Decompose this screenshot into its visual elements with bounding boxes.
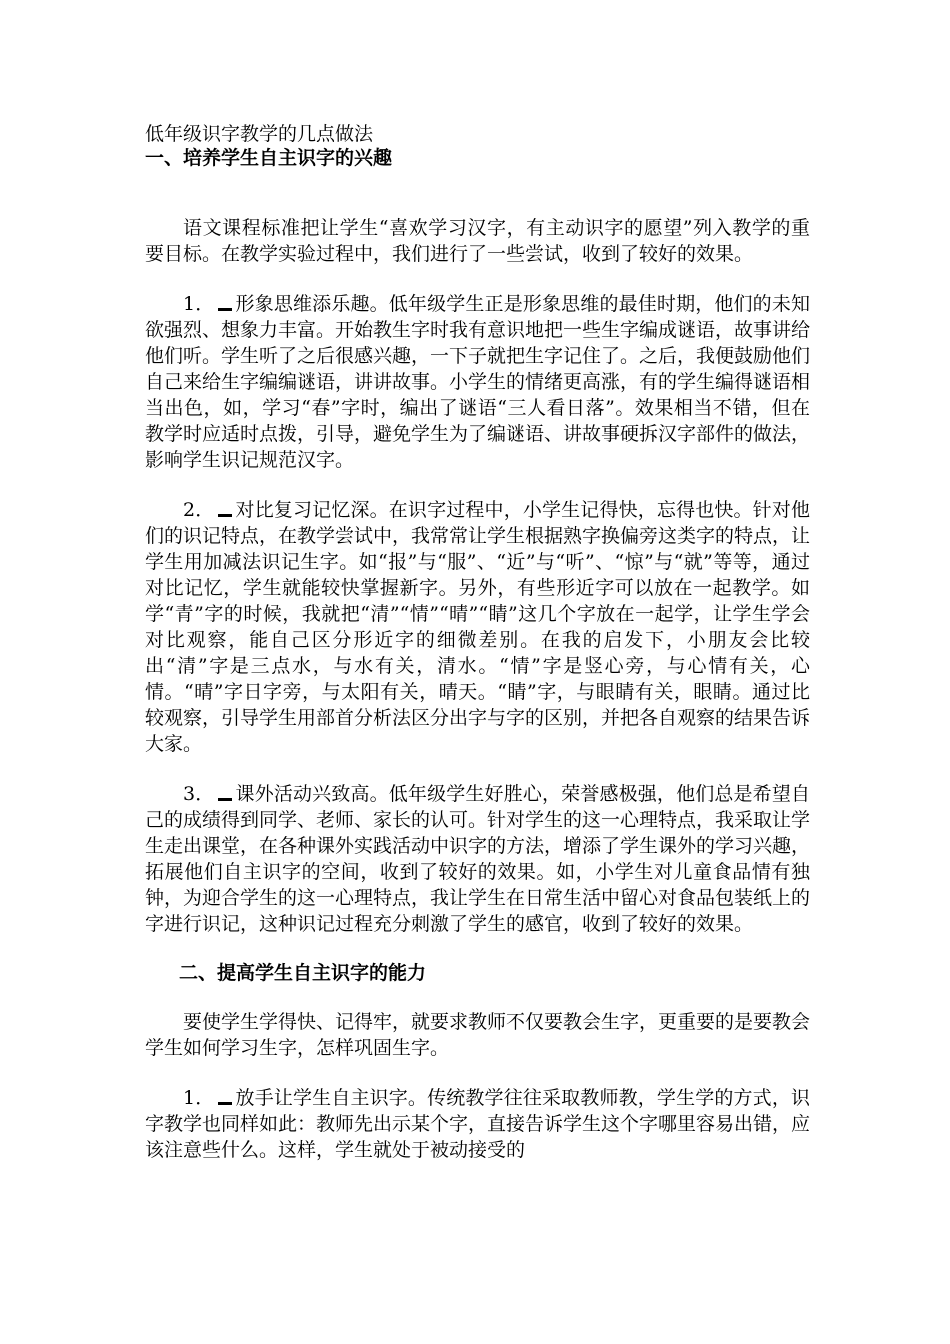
section-1-item-2	[145, 497, 810, 757]
section-heading-2: 二、提高学生自主识字的能力	[179, 962, 427, 984]
list-marker-icon	[218, 798, 232, 801]
item-text: 对比复习记忆深。在识字过程中，小学生记得快，忘得也快。针对他们的识记特点，在教学尝试中，我常常让学生根据熟字换偏旁这类字的特点，让学生用加减法识记生字。如“报”与“服”、“近”与“听”、“惊”与“就”等等，通过对比记忆，学生就能较快掌握新字。另外，有些形近字可以放在一起教学。如学“青”字的时候，我就把“清”“情”“晴”“睛”这几个字放在一起学，让学生学会对比观察，能自己区分形近字的细微差别。在我的启发下，小朋友会比较出“清”字是三点水，与水有关，清水。“情”字是竖心旁，与心情有关，心情。“晴”字日字旁，与太阳有关，晴天。“睛”字，与眼睛有关，眼睛。通过比较观察，引导学生用部首分析法区分出字与字的区别，并把各自观察的结果告诉大家。	[145, 499, 811, 755]
section-heading-1: 一、培养学生自主识字的兴趣	[145, 147, 393, 169]
section-1-item-1	[145, 291, 810, 473]
item-number: 1．	[183, 293, 215, 315]
list-marker-icon	[218, 308, 232, 311]
item-text: 形象思维添乐趣。低年级学生正是形象思维的最佳时期，他们的未知欲强烈、想象力丰富。开始教生字时我有意识地把一些生字编成谜语，故事讲给他们听。学生听了之后很感兴趣，一下子就把生字记住了。之后，我便鼓励他们自己来给生字编编谜语，讲讲故事。小学生的情绪更高涨，有的学生编得谜语相当出色，如，学习“春”字时，编出了谜语“三人看日落”。效果相当不错，但在教学时应适时点拨，引导，避免学生为了编谜语、讲故事硬拆汉字部件的做法，影响学生识记规范汉字。	[145, 293, 811, 471]
item-number: 1．	[183, 1087, 215, 1109]
section-1-item-3	[145, 781, 810, 937]
list-marker-icon	[218, 514, 232, 517]
document-title: 低年级识字教学的几点做法	[145, 123, 374, 145]
list-marker-icon	[218, 1102, 232, 1105]
section-2-item-1	[145, 1085, 810, 1163]
item-text: 放手让学生自主识字。传统教学往往采取教师教，学生学的方式，识字教学也同样如此：教师先出示某个字，直接告诉学生这个字哪里容易出错，应该注意些什么。这样，学生就处于被动接受的	[145, 1087, 811, 1161]
item-number: 3．	[183, 783, 215, 805]
section-2-intro-paragraph: 要使学生学得快、记得牢，就要求教师不仅要教会生字，更重要的是要教会学生如何学习生字，怎样巩固生字。	[145, 1011, 811, 1059]
item-text: 课外活动兴致高。低年级学生好胜心，荣誉感极强，他们总是希望自己的成绩得到同学、老师、家长的认可。针对学生的这一心理特点，我采取让学生走出课堂，在各种课外实践活动中识字的方法，增添了学生课外的学习兴趣，拓展他们自主识字的空间，收到了较好的效果。如，小学生对儿童食品情有独钟，为迎合学生的这一心理特点，我让学生在日常生活中留心对食品包装纸上的字进行识记，这种识记过程充分刺激了学生的感官，收到了较好的效果。	[145, 783, 811, 935]
section-1-intro-paragraph: 语文课程标准把让学生“喜欢学习汉字，有主动识字的愿望”列入教学的重要目标。在教学实验过程中，我们进行了一些尝试，收到了较好的效果。	[145, 217, 810, 265]
document-page	[145, 122, 810, 1163]
item-number: 2．	[183, 499, 215, 521]
